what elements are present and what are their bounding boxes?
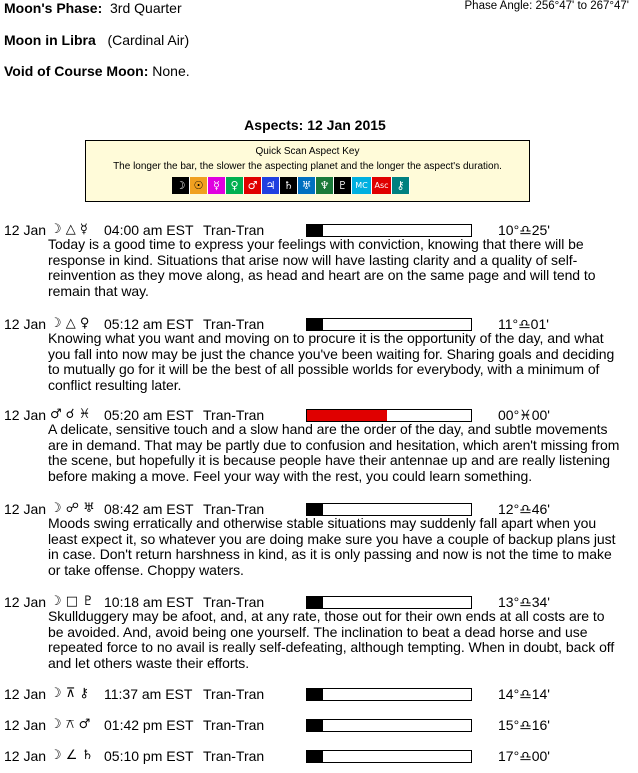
aspect-degree: 12°♎46' [498,501,550,517]
aspect-degree: 10°♎25' [498,222,550,238]
aspect-glyphs-icon: ♂ ☌ ♓ [50,407,91,422]
aspect-type: Tran-Tran [203,407,265,423]
aspect-degree: 00°♓00' [498,407,550,423]
duration-bar-fill [307,410,387,421]
neptune-icon: ♆ [316,177,334,194]
aspect-date: 12 Jan [4,748,47,764]
key-description: The longer the bar, the slower the aspecting planet and the longer the aspect's duration. [113,161,502,172]
moon-phase-row [4,0,182,16]
aspect-date: 12 Jan [4,501,47,517]
midheaven-icon: MC [352,177,372,194]
duration-bar [306,688,472,701]
moon-phase-value: 3rd Quarter [110,0,182,16]
aspect-time: 04:00 am EST [104,222,194,238]
aspect-type: Tran-Tran [203,316,265,332]
aspect-degree: 15°♎16' [498,717,550,733]
moon-in-sign-value: (Cardinal Air) [107,32,190,48]
mars-icon: ♂ [244,177,262,194]
aspect-time: 05:12 am EST [104,316,194,332]
aspect-degree: 11°♎01' [498,316,549,332]
duration-bar-fill [307,504,323,515]
aspect-description: Moods swing erratically and otherwise stable situations may suddenly fall apart when you least expect it, so whatever you are doing make sure you have a couple of backup plans just in case. Don't return harshness in kind, as it is only passing and now is not the time to make or take offense. Choppy waters. [48,515,616,578]
venus-icon: ♀ [226,177,244,194]
duration-bar-fill [307,597,323,608]
aspect-degree: 13°♎34' [498,594,550,610]
void-of-course-value: None. [152,63,190,79]
duration-bar [306,719,472,732]
phase-angle: Phase Angle: 256°47' to 267°47' [464,0,629,12]
aspect-type: Tran-Tran [203,686,265,702]
aspect-date: 12 Jan [4,222,47,238]
saturn-icon: ♄ [280,177,298,194]
planet-color-key [172,177,410,195]
moon-phase-label: Moon's Phase: [4,0,103,16]
mercury-icon: ☿ [208,177,226,194]
aspect-type: Tran-Tran [203,222,265,238]
aspect-date: 12 Jan [4,407,47,423]
aspect-time: 05:10 pm EST [104,748,194,764]
void-of-course-label: Void of Course Moon: [4,63,149,79]
aspect-type: Tran-Tran [203,717,265,733]
aspect-glyphs-icon: ☽ ⚻ ♂ [50,717,91,732]
aspect-degree: 17°♎00' [498,748,550,764]
pluto-icon: ♇ [334,177,352,194]
aspect-date: 12 Jan [4,686,47,702]
duration-bar-fill [307,225,323,236]
aspect-glyphs-icon: ☽ △ ☿ [50,222,88,237]
aspect-glyphs-icon: ☽ ⊼ ⚷ [50,686,89,701]
aspects-title: Aspects: 12 Jan 2015 [244,117,386,133]
aspect-type: Tran-Tran [203,501,265,517]
ascendant-icon: Asc [372,177,392,194]
moon-in-sign-label: Moon in Libra [4,32,96,48]
aspect-time: 08:42 am EST [104,501,194,517]
aspect-degree: 14°♎14' [498,686,550,702]
aspect-date: 12 Jan [4,594,47,610]
aspect-time: 01:42 pm EST [104,717,194,733]
aspect-type: Tran-Tran [203,594,265,610]
aspect-description: Today is a good time to express your feelings with conviction, knowing that there will be response in kind. Situations that arise now will have lasting clarity and a quality of self-reinvention as they move along, as head and heart are on the same page and will tend to remain that way. [48,236,596,299]
duration-bar-fill [307,751,323,762]
aspect-description: A delicate, sensitive touch and a slow hand are the order of the day, and subtle movements are in demand. That may be partly due to confusion and hesitation, which aren't missing from the scene, but hopefully it is because people have their antennae up and are really listening before making a move. Feel your way with the rest, you could learn something. [48,421,620,484]
jupiter-icon: ♃ [262,177,280,194]
quick-scan-aspect-key [85,140,530,202]
aspect-glyphs-icon: ☽ △ ♀ [50,316,90,331]
duration-bar-fill [307,689,323,700]
moon-in-sign-row [4,32,189,48]
aspect-glyphs-icon: ☽ ∠ ♄ [50,748,94,763]
chiron-icon: ⚷ [392,177,410,194]
aspect-date: 12 Jan [4,717,47,733]
aspect-time: 11:37 am EST [104,686,193,702]
aspect-date: 12 Jan [4,316,47,332]
void-of-course-row [4,63,190,79]
aspect-description: Knowing what you want and moving on to procure it is the opportunity of the day, and what you fall into now may be just the chance you've been waiting for. Sharing goals and deciding to mutually go for it will be the best of all possible worlds for everybody, with a minimum of conflict resulting later. [48,330,615,393]
aspect-description: Skullduggery may be afoot, and, at any rate, those out for their own ends at all costs are to be avoided. And, avoid being one yourself. The inclination to beat a dead horse and use repeated force to no avail is really self-defeating, although tempting. When in doubt, back off and let others waste their efforts. [48,608,615,671]
moon-icon: ☽ [172,177,190,194]
aspect-type: Tran-Tran [203,748,265,764]
aspect-glyphs-icon: ☽ ☍ ♅ [50,501,95,516]
uranus-icon: ♅ [298,177,316,194]
duration-bar-fill [307,319,323,330]
duration-bar [306,750,472,763]
aspect-time: 05:20 am EST [104,407,194,423]
aspect-glyphs-icon: ☽ □ ♇ [50,594,94,609]
aspect-time: 10:18 am EST [104,594,194,610]
duration-bar-fill [307,720,323,731]
sun-icon: ☉ [190,177,208,194]
key-title: Quick Scan Aspect Key [255,146,360,157]
